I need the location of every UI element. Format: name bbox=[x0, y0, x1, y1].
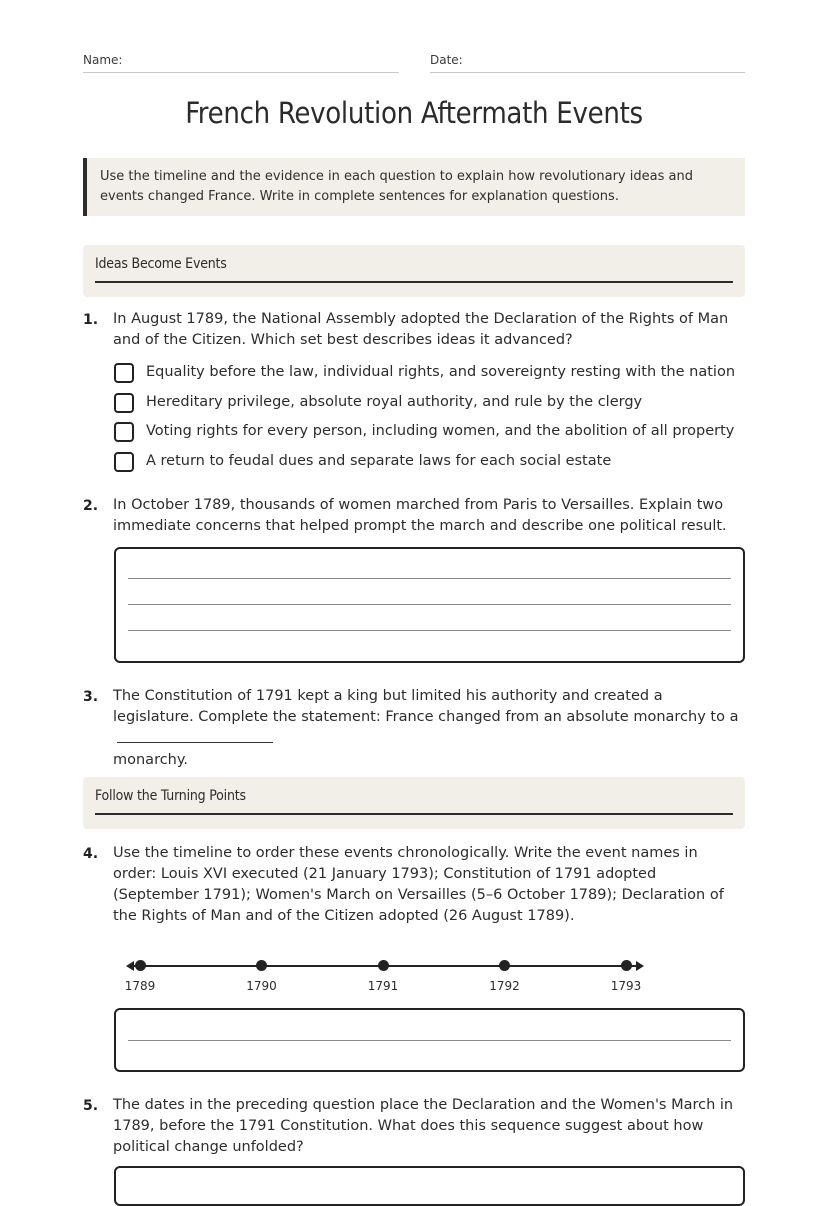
timeline-marker bbox=[378, 960, 389, 971]
timeline bbox=[126, 955, 644, 999]
section-rule bbox=[95, 813, 733, 815]
name-label: Name: bbox=[83, 53, 123, 67]
question-4-text: Use the timeline to order these events chronologically. Write the event names in order: Louis XVI executed (21 January 1793); Constitution of 1791 adopted (September 1791); Women's March on Versailles (5–6 October 1789); Declaration of the Rights of Man and of the Citizen adopted (26 August 1789). bbox=[113, 845, 724, 924]
timeline-marker bbox=[135, 960, 146, 971]
section-title: Ideas Become Events bbox=[95, 256, 227, 272]
option-label: Equality before the law, individual rights, and sovereignty resting with the nation bbox=[146, 364, 736, 380]
checkbox[interactable] bbox=[114, 422, 134, 442]
writing-line bbox=[128, 1040, 731, 1041]
question-3-text-after: monarchy. bbox=[113, 752, 188, 768]
writing-line bbox=[128, 630, 731, 631]
timeline-year-label: 1791 bbox=[367, 979, 399, 993]
instructions-box bbox=[83, 158, 745, 216]
question-2-answer-box[interactable] bbox=[114, 547, 745, 663]
fill-in-blank[interactable] bbox=[117, 728, 273, 743]
timeline-marker bbox=[256, 960, 267, 971]
writing-line bbox=[128, 578, 731, 579]
question-2-text: In October 1789, thousands of women marched from Paris to Versailles. Explain two immediate concerns that helped prompt the march and describe one political result. bbox=[113, 497, 727, 534]
timeline-year-label: 1792 bbox=[489, 979, 520, 993]
name-field[interactable] bbox=[83, 72, 399, 73]
checkbox[interactable] bbox=[114, 452, 134, 472]
arrow-right-icon bbox=[636, 961, 644, 971]
checkbox[interactable] bbox=[114, 393, 134, 413]
option-label: Voting rights for every person, including women, and the abolition of all property bbox=[146, 423, 735, 439]
question-4-answer-box[interactable] bbox=[114, 1008, 745, 1072]
timeline-year-label: 1793 bbox=[610, 979, 642, 993]
question-5-answer-box[interactable] bbox=[114, 1166, 745, 1206]
timeline-year-label: 1790 bbox=[246, 979, 277, 993]
question-3-number: 3. bbox=[83, 689, 99, 705]
timeline-marker bbox=[621, 960, 632, 971]
option-label: A return to feudal dues and separate laws for each social estate bbox=[146, 453, 612, 469]
question-1-text: In August 1789, the National Assembly adopted the Declaration of the Rights of Man and of the Citizen. Which set best describes ideas it advanced? bbox=[113, 311, 729, 348]
timeline-year-label: 1789 bbox=[124, 979, 156, 993]
section-title: Follow the Turning Points bbox=[95, 788, 246, 804]
question-1-number: 1. bbox=[83, 312, 99, 328]
instructions-text: Use the timeline and the evidence in each question to explain how revolutionary ideas and events changed France. Write in complete sentences for explanation questions. bbox=[100, 169, 693, 204]
date-field[interactable] bbox=[430, 72, 745, 73]
option-label: Hereditary privilege, absolute royal authority, and rule by the clergy bbox=[146, 394, 643, 410]
section-header-ideas bbox=[83, 245, 745, 297]
section-header-turning-points bbox=[83, 777, 745, 829]
page-title: French Revolution Aftermath Events bbox=[185, 96, 643, 130]
section-rule bbox=[95, 281, 733, 283]
writing-line bbox=[128, 604, 731, 605]
question-4-number: 4. bbox=[83, 846, 99, 862]
question-2-number: 2. bbox=[83, 498, 99, 514]
question-5-text: The dates in the preceding question place the Declaration and the Women's March in 1789, before the 1791 Constitution. What does this sequence suggest about how political change unfolded? bbox=[113, 1097, 734, 1155]
date-label: Date: bbox=[430, 53, 463, 67]
timeline-marker bbox=[499, 960, 510, 971]
question-3-text bbox=[113, 686, 745, 771]
checkbox[interactable] bbox=[114, 363, 134, 383]
question-3-text-before: The Constitution of 1791 kept a king but limited his authority and created a legislature. Complete the statement: France changed from an absolute monarchy to a bbox=[113, 688, 739, 725]
question-5-number: 5. bbox=[83, 1098, 99, 1114]
